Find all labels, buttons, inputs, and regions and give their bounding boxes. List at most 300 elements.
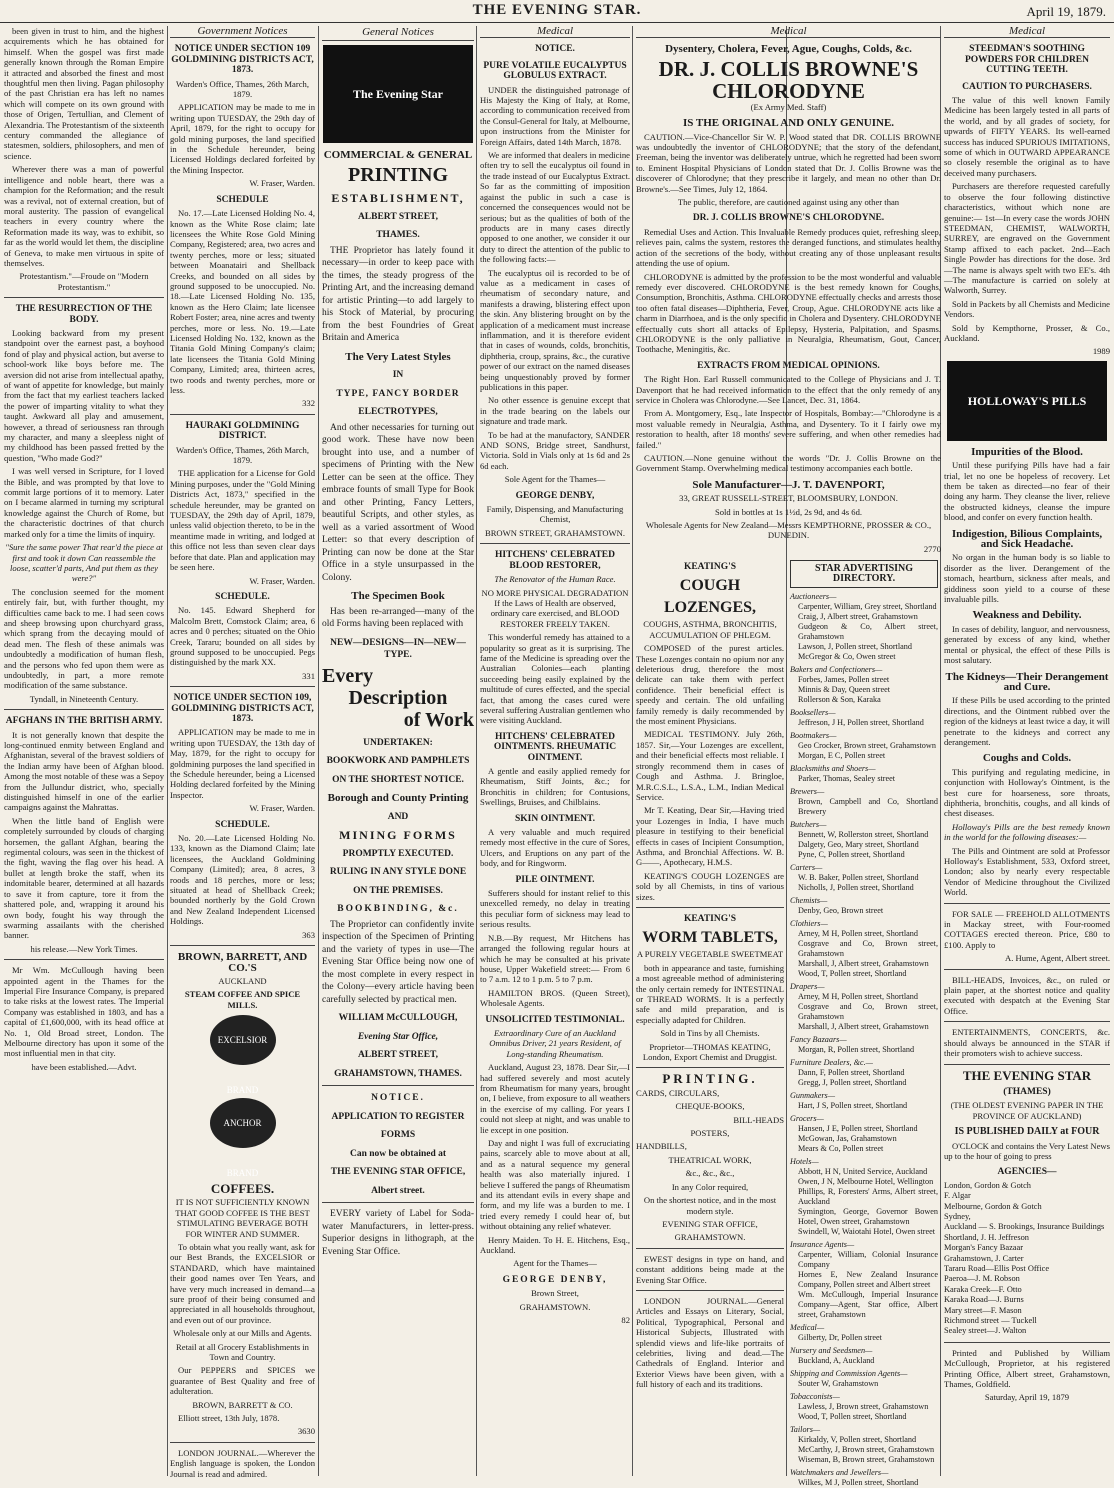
directory-category: Insurance Agents—	[790, 1240, 855, 1249]
directory-entry: Geo Crocker, Brown street, Grahamstown	[798, 741, 936, 750]
directory-entry: Wiseman, B, Brown street, Grahamstown	[798, 1455, 935, 1464]
directory-category: Blacksmiths and Shoers—	[790, 764, 876, 773]
ad-heading: COFFEES.	[210, 1180, 275, 1196]
ad-heading: IS THE ORIGINAL AND ONLY GENUINE.	[682, 117, 895, 130]
ad-heading: COMMERCIAL & GENERAL	[323, 148, 473, 161]
ad-text: Henry Maiden. To H. E. Hitchens, Esq., Auckland.	[480, 1234, 630, 1256]
agency-entry: Mary street—F. Mason	[944, 1305, 1022, 1315]
directory-category: Gunmakers—	[790, 1091, 836, 1100]
ad-text: EVENING STAR OFFICE,	[662, 1218, 758, 1229]
ad-text: No other essence is genuine except that in the trade bearing on the labels our signature and trade mark.	[480, 395, 630, 427]
agency-entry: Morgan's Fancy Bazaar	[944, 1243, 1024, 1253]
directory-category: Auctioneers—	[790, 592, 837, 601]
directory-category: Furniture Dealers, &c.—	[790, 1058, 873, 1067]
ad-heading: The Specimen Book	[351, 590, 445, 602]
ad-number: 331	[302, 670, 315, 681]
directory-entry: Dalgety, Geo, Mary street, Shortland	[798, 840, 919, 849]
column-4	[480, 26, 630, 1478]
ad-text: (THAMES)	[1003, 1086, 1051, 1097]
ad-title: COUGH LOZENGES,	[663, 577, 757, 617]
ad-heading: ELECTROTYPES,	[358, 407, 438, 417]
directory-category: Grocers—	[790, 1114, 824, 1123]
ad-text: GRAHAMSTOWN, THAMES.	[334, 1068, 462, 1079]
ad-text: LONDON JOURNAL.—Wherever the English language is spoken, the London Journal is read and admired.	[170, 1447, 315, 1479]
ad-text: The Pills and Ointment are sold at Professor Holloway's Establishment, 533, Oxford street, London; also by nearly every respectable Vendor of Medicine throughout the Civilized World.	[944, 845, 1110, 898]
directory-entry: Parker, Thomas, Sealey street	[798, 774, 896, 783]
notice-text: THE application for a License for Gold Mining purposes, under the "Gold Mining Districts Act, 1873," specified in the schedule hereunder, may be granted on TUESDAY, the 29th day of April, 1879, unless valid objection thereto, to be in the meantime made in writing, and lodged at this office not less than seven clear days before that date. Plan and application may be seen here.	[170, 468, 315, 573]
ad-text: &c., &c., &c.,	[685, 1168, 735, 1179]
advertiser-business: STEAM COFFEE AND SPICE MILLS.	[184, 989, 301, 1010]
directory-entry: Marshall, J, Albert street, Grahamstown	[798, 1022, 929, 1031]
ad-text: PROMPTLY EXECUTED.	[342, 848, 454, 859]
article-paragraph: The conclusion seemed for the moment entirely fair, but, with further thought, my difficulties came back to me. I had seen cows and sheep browsing upon churchyard grass, which sprang from the decaying mould of dead men. The flesh of these animals was undoubtedly a modification of human flesh, and the persons who fed upon them were as undoubtedly, in part, a more remote modification of the same substance.	[4, 586, 164, 691]
ad-text: BROWN STREET, GRAHAMSTOWN.	[484, 527, 626, 538]
ad-text: Wholesale only at our Mills and Agents.	[173, 1328, 312, 1339]
directory-entry: Hansen, J E, Pollen street, Shortland	[798, 1124, 918, 1133]
ad-heading: THE EVENING STAR	[962, 1067, 1092, 1083]
ad-text: And other necessaries for turning out good work. These have now been brought into use, and a number of specimens of Printing with the New Letter can be seen at the office. They embrace founts of small Type for Book and other Printing, Fancy Letters, beautiful Scripts, and other styles, as well as a varied assortment of Wood Letter: so that every description of Printing can now be done at the Star Office in a style unsurpassed in the Colony.	[322, 422, 474, 583]
ad-heading: PURE VOLATILE EUCALYPTUS GLOBULUS EXTRACT.	[483, 60, 627, 82]
ad-text: In any Color required,	[671, 1181, 749, 1192]
directory-entry: Arney, M H, Pollen street, Shortland	[798, 992, 918, 1001]
ad-heading: IS PUBLISHED DAILY at FOUR	[954, 1126, 1100, 1138]
article-heading: AFGHANS IN THE BRITISH ARMY.	[5, 716, 163, 727]
directory-category: Butchers—	[790, 820, 827, 829]
ad-text: HAMILTON BROS. (Queen Street), Wholesale Agents.	[480, 987, 630, 1009]
section-heading: Medical	[480, 26, 630, 38]
directory-category: Drapers—	[790, 982, 825, 991]
ad-heading: Indigestion, Bilious Complaints, and Sick Headache.	[951, 527, 1103, 551]
schedule-heading: SCHEDULE.	[215, 819, 270, 830]
ad-number: 332	[302, 398, 315, 409]
section-heading: Government Notices	[170, 26, 315, 38]
agency-entry: Grahamstown, J. Carter	[944, 1253, 1024, 1263]
attribution: Tyndall, in Nineteenth Century.	[29, 693, 139, 704]
chlorodyne-ad	[636, 25, 941, 554]
directory-entry: Swindell, W, Waiotahi Hotel, Owen street	[798, 1227, 935, 1236]
ad-text: ENTERTAINMENTS, CONCERTS, &c. should always be announced in the STAR if their promoters wish to achieve success.	[944, 1027, 1110, 1059]
article-paragraph: Looking backward from my present standpoint over the earnest past, a boyhood fond of play and physical action, but averse to school-work like boys before me. The aversion did not arise from intellectual apathy, of want of appetite for knowledge, but mainly from the fact that my earliest teachers lacked the power of imparting vitality to what they taught. Awkward all play and amusement, however, a thread of seriousness ran through my character, and many a sleepless night of my childhood has been passed fretted by the question, "Who made God?"	[4, 327, 164, 463]
ad-number: 2770	[923, 543, 941, 554]
directory-entry: Morgan, R, Pollen street, Shortland	[798, 1045, 915, 1054]
masthead	[0, 0, 1114, 23]
ad-heading: ESTABLISHMENT,	[331, 191, 465, 205]
ad-text: Mr T. Keating, Dear Sir,—Having tried your Lozenges in India, I have much pleasure in testifying to their beneficial effects in cases of Incipient Consumption, Asthma, and Bronchial Affections. W. B. G——, Apothecary, H.M.S.	[636, 805, 784, 868]
ad-heading: Every	[322, 664, 374, 687]
directory-category: Hotels—	[790, 1157, 819, 1166]
ad-heading: KEATING'S	[683, 562, 737, 572]
advertiser-name: BROWN, BARRETT, AND CO.'S	[177, 951, 308, 974]
ad-heading: The Kidneys—Their Derangement and Cure.	[945, 670, 1109, 693]
schedule-heading: SCHEDULE.	[215, 591, 270, 602]
ad-text: THEATRICAL WORK,	[668, 1154, 752, 1165]
schedule-text: No. 17.—Late Licensed Holding No. 4, known as the White Rose claim; late licensees the White Rose Gold Mining Company, Registered; area, two acres and twenty perches, more or less; situated between Moanatairi and Shellback Creeks, and bounded on all sides by ground supposed to be unoccupied. No. 18.—Late Licensed Holding No. 135, known as the Hero Claim; late licensee Robert Foster; area, nine acres and twenty perches, more or less. No. 19.—Late Licensed Holding No. 132, known as the Titania Gold Mining Company's claim; late licensees the Titania Gold Mining Company, Limited; area, thirteen acres, two roods and twenty perches, more or less.	[170, 208, 315, 395]
ad-text: O'CLOCK and contains the Very Latest News up to the hour of going to press	[944, 1140, 1110, 1161]
ad-heading: Description	[348, 686, 448, 709]
ad-text: ALBERT STREET,	[357, 1050, 439, 1060]
ad-text: The public, therefore, are cautioned against using any other than	[677, 197, 900, 208]
ad-text: Purchasers are therefore requested carefully to observe the four following distinctive characteristics, without which none are genuine:— 1st—In every case the words JOHN STEEDMAN, CHEMIST, WALWORTH, SURREY, are engraved on the Government Stamp affixed to each packet. 2nd—Each Single Powder has directions for the dose. 3rd—The name is always spelt with two EE's. 4th—The manufacture is carried on solely at Walworth, Surrey.	[944, 181, 1110, 296]
directory-category: Nursery and Seedsmen—	[790, 1346, 873, 1355]
newspaper-title: THE EVENING STAR.	[472, 2, 642, 18]
ad-text: A PURELY VEGETABLE SWEETMEAT	[636, 949, 784, 960]
ad-heading: UNSOLICITED TESTIMONIAL.	[485, 1014, 625, 1025]
directory-category: Medical—	[790, 1323, 825, 1332]
article-heading: THE RESURRECTION OF THE BODY.	[15, 304, 153, 325]
ad-text: BILL-HEADS	[733, 1114, 784, 1125]
ad-text: Sold in Tins by all Chemists.	[660, 1028, 760, 1039]
ad-heading: Coughs and Colds.	[982, 752, 1072, 765]
evening-star-logo: The Evening Star	[323, 45, 473, 143]
ad-heading: WILLIAM McCULLOUGH,	[338, 1013, 458, 1023]
ad-heading: Dysentery, Cholera, Fever, Ague, Coughs, Colds, &c.	[665, 43, 912, 56]
ad-text: Sold by Kempthorne, Prosser, & Co., Auckland.	[944, 322, 1110, 343]
directory-entry: Lawless, J, Brown street, Grahamstown	[798, 1402, 929, 1411]
notice-signature: W. Fraser, Warden.	[249, 575, 315, 586]
ad-heading: Weakness and Debility.	[972, 609, 1082, 622]
ad-text: This wonderful remedy has attained to a popularity so great as it is surprising. The fame of the Medicine is spreading over the Australian Colonies—each planting succeeding being easily explained by the multitude of cures effected, and the special fact, that among the cases cured were several suffering Australian gentlemen who were visiting Auckland.	[480, 632, 630, 726]
ad-text: IT IS NOT SUFFICIENTLY KNOWN THAT GOOD COFFEE IS THE BEST STIMULATING BEVERAGE BOTH FOR WINTER AND SUMMER.	[175, 1197, 310, 1239]
directory-entry: McGowan, Jas, Grahamstown	[798, 1134, 897, 1143]
directory-entry: Rollerson & Son, Karaka	[798, 695, 881, 704]
column-1	[4, 26, 164, 1478]
ad-text: THAMES.	[376, 230, 420, 240]
ad-text: ALBERT STREET,	[357, 211, 439, 222]
notice-text: APPLICATION may be made to me in writing upon TUESDAY, the 29th day of April, 1879, for the right to occupy for gold mining purposes, the land specified in the Schedule hereunder, being Licensed Holdings declared forfeited by the Mining Inspector.	[170, 102, 315, 175]
directory-entry: Hart, J S, Pollen street, Shortland	[798, 1101, 908, 1110]
agency-entry: Tararu Road—Ellis Post Office	[944, 1264, 1050, 1273]
ad-text: CAUTION.—Vice-Chancellor Sir W. P. Wood stated that DR. COLLIS BROWNE was undoubtedly the inventor of CHLORODYNE; that the story of the defendant, Freeman, being the inventor was deliberately untrue, which he regretted had been sworn to. Eminent Hospital Physicians of London stated that Dr. J. Collis Browne was the discoverer of Chlorodyne; that they prescribe it largely, and mean no other than Dr. Browne's.—See Times, July 12, 1864.	[636, 131, 941, 194]
ad-number: 1989	[1092, 346, 1110, 357]
ad-heading: NEW—DESIGNS—IN—NEW—TYPE.	[330, 637, 466, 660]
ad-text: THE Proprietor has lately found it necessary—in order to keep pace with the times, the steady progress of the Printing Art, and the increasing demand for artistic Printing—to add largely to his Stock of Material, by procuring from the best Foundries of Great Britain and America	[322, 245, 474, 343]
directory-category: Watchmakers and Jewellers—	[790, 1468, 889, 1477]
directory-entry: Marshall, J, Albert street, Grahamstown	[798, 959, 929, 968]
article-paragraph: Wherever there was a man of powerful intelligence and noble heart, there was a champion for the Reformation; and the result was a revival, not of external creation, but of moral austerity. The passion of evangelical teachers in every country where the Reformation made its way, was to exhibit, so far as the world would let them, the discipline of Geneva, to make men virtuous in spite of themselves.	[4, 164, 164, 268]
ad-text: CHLORODYNE is admitted by the profession to be the most wonderful and valuable remedy ever discovered. CHLORODYNE is the best remedy known for Coughs, Consumption, Bronchitis, Asthma. CHLORODYNE effectually checks and arrests those too often fatal diseases—Diphtheria, Fever, Croup, Ague. CHLORODYNE acts like a charm in Diarrhoea, and is the only specific in Cholera and Dysentery. CHLORODYNE effectually cuts short all attacks of Epilepsy, Hysteria, Palpitation, and Spasms. CHLORODYNE is the only palliative in Neuralgia, Rheumatism, Gout, Cancer, Toothache, Meningitis, &c.	[636, 271, 941, 355]
article-paragraph: It is not generally known that despite the long-continued enmity between England and Afghanistan, several of the bravest soldiers of the Indian army have been of Afghan blood. Among the most notable of these was a Sepoy from the Jullundur district, who, specially distinguished himself in one of the earlier campaigns against the Mahrattas.	[4, 729, 164, 813]
ad-text: UNDERTAKEN:	[363, 737, 433, 748]
directory-entry: Minnis & Day, Queen street	[798, 685, 891, 694]
ad-text: MEDICAL TESTIMONY. July 26th, 1857. Sir,—Your Lozenges are excellent, and their beneficial effects most reliable. I strongly recommend them in cases of Cough and Asthma. J. Bringloe, M.R.C.S.L., L.S.A., L.M., Indian Medical Service.	[636, 729, 784, 802]
notice-heading: NOTICE UNDER SECTION 109, GOLDMINING DISTRICTS ACT, 1873.	[171, 693, 314, 724]
directory-entry: Mears & Co, Pollen street	[798, 1144, 884, 1153]
ad-text: GEORGE DENBY,	[515, 490, 595, 501]
agency-entry: Auckland — S. Brookings, Insurance Buildings	[944, 1222, 1105, 1232]
schedule-text: No. 20.—Late Licensed Holding No. 133, known as the Diamond Claim; late licensees, the Auckland Goldmining Company (Limited); area, 8 acres, 3 roods and 18 perches, more or less; situated at head of Shellback Creek; bounded northerly by the Gold Crown and New Zealand Independent Licensed Holdings.	[170, 833, 315, 927]
ad-text: EVERY variety of Label for Soda-water Manufacturers, in letter-press. Superior designs in lithograph, at the Evening Star Office.	[322, 1209, 474, 1257]
ad-heading: SKIN OINTMENT.	[514, 813, 596, 824]
directory-entry: Kirkaldy, V, Pollen street, Shortland	[798, 1435, 917, 1444]
agencies-list	[944, 1181, 1110, 1337]
ad-heading: NOTICE.	[535, 44, 575, 55]
ad-text: THE EVENING STAR OFFICE,	[330, 1167, 466, 1177]
ad-text: CAUTION.—None genuine without the words "Dr. J. Collis Browne on the Government Stamp. Overwhelming medical testimony accompanies each bottle.	[636, 453, 941, 474]
column-rule	[318, 26, 319, 1476]
directory-category: Carters—	[790, 863, 823, 872]
directory-entry: Dann, F, Pollen street, Shortland	[798, 1068, 905, 1077]
ad-text: We are informed that dealers in medicine often try to sell the eucalyptus oil found in the trade instead of our Eucalyptus Extract. So far as the committing of imposition against the public in such a case is concerned the consequences would not be serious; but as the qualities of both of the products are in many cases directly opposed to one another, we consider it our duty to direct the attention of the public to the following facts:—	[480, 150, 630, 265]
ad-text: The Renovator of the Human Race.	[494, 574, 616, 585]
directory-entry: Morgan, E C, Pollen street	[798, 751, 886, 760]
ad-heading: EXTRACTS FROM MEDICAL OPINIONS.	[697, 360, 880, 371]
directory-category: Chemists—	[790, 896, 828, 905]
article-paragraph: I was well versed in Scripture, for I loved the Bible, and was prompted by that love to commit large portions of it to memory. Later on I became alarmed in turning my scriptural knowledge against the Church of Rome, but the characteristic doctrines of that church marked only for a time the limits of inquiry.	[4, 466, 164, 539]
directory-category: Booksellers—	[790, 708, 836, 717]
attribution: his release.—New York Times.	[30, 943, 138, 954]
ad-text: To obtain what you really want, ask for our Best Brands, the EXCELSIOR or STANDARD, which have maintained their good names over Ten Years, and have very much increased in demand—a sure proof of their being consumed and appreciated in all households throughout, and even out of our province.	[170, 1241, 315, 1325]
ad-heading: RULING IN ANY STYLE DONE	[329, 867, 467, 877]
notice-signature: W. Fraser, Warden.	[249, 803, 315, 814]
schedule-text: No. 145. Edward Shepherd for Malcolm Brett, Comstock Claim; area, 6 acres and 0 perches; situated on the Ohio Creek, Tararu; bounded on all sides by ground supposed to be unoccupied. Pegs distinguished by the mark XX.	[170, 605, 315, 668]
ad-text: FORMS	[380, 1130, 416, 1140]
ad-heading: AGENCIES—	[997, 1167, 1057, 1178]
ad-text: A gentle and easily applied remedy for Rheumatism, Stiff Joints, &c.; for Bronchitis in children; for Contusions, Swellings, Bruises, and Chilblains.	[480, 766, 630, 808]
excelsior-brand-badge: EXCELSIOR BRAND	[210, 1015, 276, 1065]
ad-text: No organ in the human body is so liable to disorder as the liver. Derangement of the stomach, heartburn, sickness after meals, and giddiness soon yield to a course of these invaluable pills.	[944, 552, 1110, 605]
agency-entry: Melbourne, Gordon & Gotch	[944, 1201, 1042, 1211]
directory-entry: Craig, J, Albert street, Grahamstown	[798, 612, 918, 621]
ad-text: The Right Hon. Earl Russell communicated to the College of Physicians and J. T. Davenport that he had received information to the effect that the only remedy of any service in Cholera was Chlorodyne.—See Lancet, Dec. 31, 1864.	[636, 374, 941, 405]
ad-number: 363	[302, 929, 315, 940]
section-heading: Medical	[944, 26, 1110, 38]
column-3	[322, 26, 474, 1478]
ad-text: COMPOSED of the purest articles. These Lozenges contain no opium nor any deleterious drug, therefore the most delicate can take them with perfect confidence. Their beneficial effect is speedy and certain. The old unfailing family remedy is daily recommended by the most eminent Physicians.	[636, 643, 784, 727]
ad-text: (THE OLDEST EVENING PAPER IN THE PROVINCE OF AUCKLAND)	[950, 1100, 1104, 1121]
ad-heading: MINING FORMS	[339, 828, 457, 842]
directory-entry: Denby, Geo, Brown street	[798, 906, 884, 915]
directory-entry: W. B. Baker, Pollen street, Shortland	[798, 873, 919, 882]
ad-text: both in appearance and taste, furnishing a most agreeable method of administering the only certain remedy for INTESTINAL or THREAD WORMS. It is a perfectly safe and mild preparation, and is especially adapted for Children.	[636, 962, 784, 1025]
directory-entry: Arney, M H, Pollen street, Shortland	[798, 929, 918, 938]
ad-text: Sold in bottles at 1s 1½d, 2s 9d, and 4s 6d.	[714, 506, 863, 517]
ad-text: Until these purifying Pills have had a fair trial, let no one be hopeless of recovery. Let them be taken as directed—no fear of their doing any harm. They cleanse the liver, relieve the obstructed kidneys, cleanse the impure blood, and confer on every function health.	[944, 460, 1110, 523]
anchor-brand-badge: ANCHOR BRAND	[210, 1098, 276, 1148]
ad-text: (Ex Army Med. Staff)	[750, 101, 827, 112]
directory-category: Fancy Bazaars—	[790, 1035, 847, 1044]
directory-category: Brewers—	[790, 787, 825, 796]
ad-text: Auckland, August 23, 1878. Dear Sir,—I had suffered severely and most acutely from Rheumatism for many years, brought on, I believe, from exposure to all weathers in the exercise of my calling. For years I could not sleep at night, and was unable to lie except in one position.	[480, 1062, 630, 1135]
attribution: Protestantism."—Froude on "Modern Protestantism."	[19, 271, 149, 292]
ad-text: Day and night I was full of excruciating pains, scarcely able to move about at all, and as a natural sequence my general health was also materially injured. I believe I suffered the pangs of Rheumatism and its attendant evils in every shape and form, and my life was a burden to me. I tried every remedy I could hear of, but without obtaining any relief whatever.	[480, 1138, 630, 1232]
directory-entry: Carpenter, William, Colonial Insurance Company	[798, 1250, 938, 1269]
directory-entry: Cosgrave and Co, Brown street, Grahamstown	[798, 939, 938, 958]
ad-text: GEORGE DENBY,	[502, 1274, 608, 1285]
directory-list	[790, 592, 938, 1488]
directory-entry: Souter W, Grahamstown	[798, 1379, 879, 1388]
ad-text: CARDS, CIRCULARS,	[636, 1087, 720, 1098]
ad-text: UNDER the distinguished patronage of His Majesty the King of Italy, at Rome, according to communication received from the Consul-General for Italy, at Melbourne, upon instructions from the Minister for Foreign Affairs, dated 14th March, 1878.	[480, 84, 630, 147]
agency-entry: F. Algar	[944, 1191, 971, 1201]
directory-entry: Buckland, A, Auckland	[798, 1356, 875, 1365]
ad-text: Remedial Uses and Action. This Invaluable Remedy produces quiet, refreshing sleep, relieves pain, calms the system, restores the deranged functions, and stimulates healthy action of the secretions of the body, without creating any of those unpleasant results attending the use of opium.	[636, 226, 941, 269]
ad-text: If these Pills be used according to the printed directions, and the Ointment rubbed over the region of the kidneys at least twice a day, it will penetrate to the kidneys and correct any derangement.	[944, 695, 1110, 747]
ad-heading: BOOKWORK AND PAMPHLETS	[326, 756, 470, 766]
ad-text: Wholesale Agents for New Zealand—Messrs KEMPTHORNE, PROSSER & CO., DUNEDIN.	[645, 520, 932, 541]
ad-text: Sold in Packets by all Chemists and Medicine Vendors.	[944, 298, 1110, 320]
ad-text: Elliott street, 13th July, 1878.	[178, 1413, 280, 1424]
ad-text: NO MORE PHYSICAL DEGRADATION If the Laws of Health are observed, ordinary care exercised, and BLOOD RESTORER FREELY TAKEN.	[481, 587, 629, 629]
directory-entry: McGregor & Co, Owen street	[798, 652, 896, 661]
directory-entry: Wilkes, M J, Pollen street, Shortland	[798, 1478, 919, 1487]
agency-entry: Sealey street—J. Walton	[944, 1326, 1027, 1336]
ad-text: In cases of debility, languor, and nervousness, generated by excess of any kind, whether mental or physical, the effect of these Pills is most salutary.	[944, 623, 1110, 666]
ad-text: Has been re-arranged—many of the old Forms having been replaced with	[322, 606, 474, 629]
directory-entry: Nicholls, J, Pollen street, Shortland	[798, 883, 914, 892]
agency-entry: Karaka Creek—F. Otto	[944, 1284, 1022, 1294]
advertising-directory	[790, 556, 938, 1487]
directory-entry: McCarthy, J, Brown street, Grahamstown	[798, 1445, 935, 1454]
ad-text: Holloway's Pills are the best remedy known in the world for the following diseases:—	[944, 821, 1110, 843]
directory-entry: Gudgeon & Co, Albert street, Grahamstown	[798, 622, 938, 641]
ad-text: POSTERS,	[690, 1128, 730, 1139]
advertisement-paragraph: Mr Wm. McCullough having been appointed agent in the Thames for the Imperial Fire Insurance Company, is prepared to take risks at the lowest rates. The Imperial Company was established in 1803, and has a capital of £1,600,000, with its head office at No. 1, Old Broad street, London. The Melbourne directory has upon it some of the most influential men in that city.	[4, 965, 164, 1059]
directory-category: Bootmakers—	[790, 731, 837, 740]
ad-text: Evening Star Office,	[357, 1031, 439, 1042]
ad-text: KEATING'S COUGH LOZENGES are sold by all Chemists, in tins of various sizes.	[636, 870, 784, 902]
ad-text: Our PEPPERS and SPICES we guarantee of Best Quality and free of adulteration.	[170, 1365, 315, 1397]
ad-text: 33, GREAT RUSSELL-STREET, BLOOMSBURY, LONDON.	[679, 493, 898, 504]
agency-entry: Karaka Road—J. Burns	[944, 1295, 1024, 1305]
ad-text: This purifying and regulating medicine, in conjunction with Holloway's Ointment, is the best cure for hoarseness, sore throats, diphtheria, bronchitis, coughs, and all kinds of chest diseases.	[944, 766, 1110, 819]
agency-entry: London, Gordon & Gotch	[944, 1180, 1031, 1190]
agency-entry: Shortland, J. H. Jeffreson	[944, 1232, 1029, 1242]
directory-entry: Brown, Campbell and Co, Shortland Brewery	[798, 797, 938, 816]
attribution: have been established.—Advt.	[31, 1061, 137, 1072]
directory-entry: Lawson, J, Pollen street, Shortland	[798, 642, 912, 651]
ad-heading: The Very Latest Styles	[345, 350, 451, 363]
column-rule	[167, 26, 168, 1476]
ad-heading: APPLICATION TO REGISTER	[331, 1111, 465, 1122]
ad-text: ON THE PREMISES.	[353, 885, 443, 896]
section-heading: General Notices	[322, 26, 474, 41]
directory-category: Shipping and Commission Agents—	[790, 1369, 908, 1378]
ad-number: 82	[621, 1315, 630, 1326]
ad-heading: Impurities of the Blood.	[971, 445, 1083, 458]
ad-heading: NOTICE.	[371, 1093, 425, 1103]
ad-text: Can now be obtained at	[349, 1148, 447, 1159]
column-5	[636, 556, 784, 1476]
ad-heading: Borough and County Printing	[327, 792, 469, 804]
ad-text: Sufferers should for instant relief to this unexcelled remedy, no delay in treating this peculiar form of sickness may lead to serious results.	[480, 888, 630, 930]
ad-heading: PILE OINTMENT.	[515, 874, 595, 885]
directory-entry: Wood, T, Pollen street, Shortland	[798, 1412, 907, 1421]
ad-text: N.B.—By request, Mr Hitchens has arranged the following regular hours at which he may be consulted at his private house, Upper Wakefield street:— From 6 to 7 a.m. 12 to 1 p.m. 5 to 7 p.m.	[480, 932, 630, 985]
ad-heading: of Work	[403, 708, 474, 731]
directory-entry: Forbes, James, Pollen street	[798, 675, 890, 684]
directory-category: Bakers and Confectioners—	[790, 665, 883, 674]
directory-entry: Gilberty, Dr, Pollen street	[798, 1333, 882, 1342]
ad-text: Brown Street,	[531, 1288, 579, 1299]
ad-text: Proprietor—THOMAS KEATING, London, Export Chemist and Druggist.	[642, 1041, 778, 1063]
directory-category: Tailors—	[790, 1425, 821, 1434]
ad-text: The eucalyptus oil is recorded to be of value as a medicament in cases of rheumatism of secondary nature, and manifests a drawing, blistering effect upon the skin. Any blistering brought on by the application of a medicament must increase inflammation, and it is therefore evident that in cases of wounds, colds, bronchitis, diphtheria, croup, sprains, &c., the curative power of our extract on the named diseases being unquestionably proved by former publications in this paper.	[480, 267, 630, 392]
imprint-date: Saturday, April 19, 1879	[984, 1392, 1070, 1403]
ad-text: The value of this well known Family Medicine has been largely tested in all parts of the world, and by all grades of society, for upwards of FIFTY YEARS. Its well-earned success has induced SPURIOUS IMITATIONS, some of which in OUTWARD APPEARANCE so closely resemble the original as to have deceived many purchasers.	[944, 95, 1110, 178]
holloways-pills-logo: HOLLOWAY'S PILLS	[947, 361, 1107, 441]
directory-entry: Owen, J N, Melbourne Hotel, Wellington	[798, 1177, 934, 1186]
ad-title: WORM TABLETS,	[642, 929, 778, 947]
notice-signature: W. Fraser, Warden.	[249, 178, 315, 189]
directory-entry: Wm. McCullough, Imperial Insurance Company—Agent, Star office, Albert street, Grahamstown	[798, 1290, 938, 1319]
ad-heading: PRINTING	[347, 164, 448, 186]
column-rule	[632, 26, 633, 1476]
agency-entry: Richmond street — Tuckell	[944, 1316, 1037, 1326]
ad-heading: TYPE, FANCY BORDER	[336, 388, 460, 399]
ad-text: On the shortest notice, and in the most modern style.	[643, 1195, 777, 1216]
ad-text: COUGHS, ASTHMA, BRONCHITIS, ACCUMULATION OF PHLEGM.	[643, 619, 777, 640]
article-paragraph: been given in trust to him, and the highest acquirements which he has obtained for himself. When the gospel was first made generally known through the Roman Empire it attracted and absorbed the finest and most thoughtful men then living. Pagan philosophy of the past Christian era has left no names which will compete on its own ground with those of Origen, Tertullian, and Clement of Alexandria. The Protestantism of the sixteenth century commanded the allegiance of statesmen, soldiers, philosophers, and men of science.	[4, 26, 164, 161]
notice-date: Warden's Office, Thames, 26th March, 1879.	[176, 444, 309, 466]
ad-heading: HITCHENS' CELEBRATED BLOOD RESTORER,	[495, 550, 615, 571]
column-rule	[476, 26, 477, 1476]
directory-entry: Jeffreson, J H, Pollen street, Shortland	[798, 718, 924, 727]
ad-text: HANDBILLS,	[636, 1141, 687, 1152]
ad-text: Extraordinary Cure of an Auckland Omnibus Driver, 21 years Resident, of Long-standing Rheumatism.	[489, 1027, 621, 1059]
quote: "Sure the same power That rear'd the piece at first and took it down Can reassemble the loose, scatter'd parts, And put them as they were?"	[5, 542, 163, 584]
directory-entry: Abbott, H N, United Service, Auckland	[798, 1167, 928, 1176]
ad-text: Retail at all Grocery Establishments in Town and Country.	[176, 1341, 309, 1363]
ad-text: LONDON JOURNAL.—General Articles and Essays on Literary, Social, Political, Typographical, Personal and Historical Subjects, Illustrated with splendid views and life-like portraits of celebrities, living and dead.—The Cathedrals of England. Interior and Exterior Views have been given, with a full history of each and its traditions.	[636, 1295, 784, 1390]
ad-text: IN	[392, 370, 404, 380]
imprint: Printed and Published by William McCullough, Proprietor, at his registered Printing Office, Albert street, Grahamstown, Thames, Goldfield.	[944, 1347, 1110, 1390]
directory-entry: Wood, T, Pollen street, Shortland	[798, 969, 907, 978]
directory-heading: STAR ADVERTISING DIRECTORY.	[790, 560, 938, 588]
agency-entry: Paeroa—J. M. Robson	[944, 1274, 1020, 1284]
ad-text: To be had at the manufactory, SANDER AND SONS, Bridge street, Sandhurst, Victoria. Sold in Vials only at 1s 6d and 2s 6d each.	[480, 429, 630, 471]
directory-entry: Cosgrave and Co, Brown street, Grahamstown	[798, 1002, 938, 1021]
ad-text: From A. Montgomery, Esq., late Inspector of Hospitals, Bombay:—"Chlorodyne is a most valuable remedy in Neuralgia, Asthma, and Dysentery. To it I fairly owe my restoration to health, after 18 months' severe suffering, and when other remedies had failed."	[636, 408, 941, 450]
ad-heading: CAUTION TO PURCHASERS.	[962, 81, 1092, 92]
ad-text: Sole Agent for the Thames—	[504, 474, 606, 485]
ad-text: Agent for the Thames—	[513, 1258, 597, 1269]
ad-heading: PRINTING.	[662, 1071, 758, 1087]
ad-heading: HITCHENS' CELEBRATED OINTMENTS. RHEUMATIC OINTMENT.	[493, 731, 617, 763]
ad-text: Albert street.	[371, 1185, 425, 1196]
ad-heading: KEATING'S	[683, 913, 737, 924]
ad-text: BILL-HEADS, Invoices, &c., on ruled or plain paper, at the shortest notice and quality executed with despatch at the Evening Star Office.	[944, 974, 1110, 1016]
column-2	[170, 26, 315, 1478]
ad-text: FOR SALE — FREEHOLD ALLOTMENTS in Mackay street, with Four-roomed COTTAGES erected thereon. Price, £80 to £100. Apply to	[944, 908, 1110, 950]
ad-text: The Proprietor can confidently invite inspection of the Specimen of Printing and the variety of types in use—The Evening Star Office being now one of the most complete in every respect in the Colony—every article having been carefully selected by practical men.	[322, 919, 474, 1005]
schedule-heading: SCHEDULE	[216, 194, 269, 205]
directory-entry: Carpenter, William, Grey street, Shortland	[798, 602, 937, 611]
ad-heading: BOOKBINDING, &c.	[337, 904, 459, 914]
ad-text: A. Hume, Agent, Albert street.	[1004, 953, 1110, 964]
notice-text: APPLICATION may be made to me in writing upon TUESDAY, the 13th day of May, 1879, for the right to occupy for goldmining purposes the land specified in the Schedule hereunder, being a Licensed Holding declared forfeited by the Mining Inspector.	[170, 727, 315, 800]
ad-text: AND	[387, 811, 409, 822]
agency-entry: Sydney,	[944, 1211, 971, 1221]
notice-heading: NOTICE UNDER SECTION 109 GOLDMINING DISTRICTS ACT, 1873.	[171, 44, 314, 76]
directory-category: Tobacconists—	[790, 1392, 840, 1401]
ad-heading: STEEDMAN'S SOOTHING POWDERS FOR CHILDREN CUTTING TEETH.	[964, 44, 1090, 76]
ad-text: CHEQUE-BOOKS,	[675, 1101, 745, 1112]
directory-entry: Hornes E, New Zealand Insurance Company, Pollen street and Albert street	[798, 1270, 938, 1289]
ad-text: EWEST designs in type on hand, and constant additions being made at the Evening Star Office.	[636, 1253, 784, 1285]
notice-date: Warden's Office, Thames, 26th March, 1879.	[176, 78, 309, 100]
directory-entry: Symington, George, Governor Bowen Hotel, Owen street, Grahamstown	[798, 1207, 938, 1226]
directory-entry: Phillips, R, Foresters' Arms, Albert street, Auckland	[798, 1187, 938, 1206]
ad-heading: Sole Manufacturer—J. T. DAVENPORT,	[692, 478, 885, 491]
ad-text: Family, Dispensing, and Manufacturing Chemist,	[486, 504, 624, 525]
ad-text: A very valuable and much required remedy most effective in the cure of Sores, Ulcers, and Eruptions on any part of the body, and for Ringworm.	[480, 827, 630, 869]
issue-date: April 19, 1879.	[1026, 4, 1106, 19]
ad-number: 3630	[297, 1426, 315, 1437]
advertiser-location: AUCKLAND	[218, 975, 267, 986]
ad-text: GRAHAMSTOWN.	[674, 1232, 746, 1243]
ad-title: DR. J. COLLIS BROWNE'S CHLORODYNE	[658, 56, 919, 103]
article-paragraph: When the little band of English were completely surrounded by clouds of charging horsemen, the gallant Afghan, bearing the regimental colours, was seen in the thickest of the fight, waving the flag over his head. A bullet at length broke the staff, when its indomitable bearer, determined at all hazards to save it from capture, tore it from the shattered pole, and, wrapping it around his own body, fought his way through the swarming assailants with the cherished banner.	[4, 815, 164, 941]
